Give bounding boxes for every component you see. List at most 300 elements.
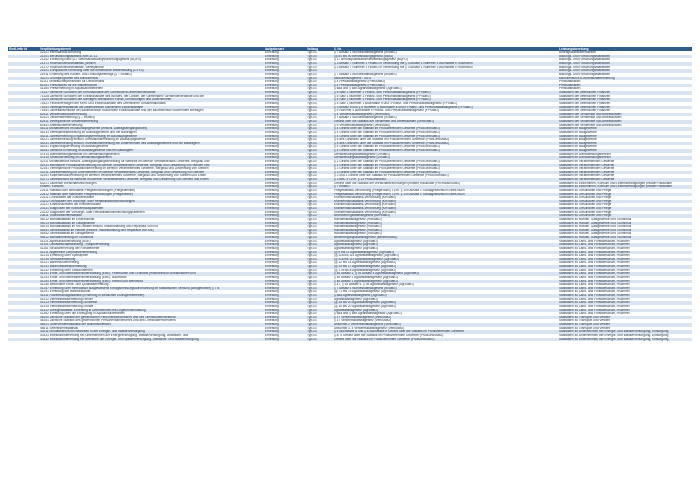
table-cell[interactable]: 45214 Monatsstatistik im Kfz-Handel einschl. Instandhaltung und Reparatur von Kfz — [39, 225, 264, 229]
table-cell[interactable]: Erhebung — [264, 265, 306, 269]
table-cell[interactable]: Gesetz über die Statistik der Wirtschaftsrechnungen privater Haushalte (PrivHaushStatG) — [333, 182, 558, 186]
table-cell[interactable]: Erhebung — [264, 69, 306, 73]
table-cell[interactable]: Typ1/3 — [306, 167, 333, 171]
table-cell[interactable]: Typ1/3 — [306, 301, 333, 305]
table-cell[interactable]: Gesetz über die Statistik der Verdienste und Arbeitskosten (VerdStatG) — [333, 120, 558, 124]
table-cell[interactable]: 43332 Investitionserhebung bei Betrieben der Energie- und Wasserversorgung, Abwasser- und Abfallentsorgung, — [39, 338, 264, 342]
table-cell[interactable]: 42131 Monatliche Produktionserhebung im Bereich Verarbeitendes Gewerbe, Bergbau und Gewinnung von Steinen und — [39, 164, 264, 168]
table-cell[interactable]: 45213 Monatsstatistik im Gastgewerbe — [39, 222, 264, 226]
table-cell[interactable]: Statistiken zu Land- und Forstwirtschaft, Fischerei — [558, 290, 692, 294]
table-cell[interactable]: Erhebung — [264, 189, 306, 193]
table-cell[interactable]: Statistiken zu Land- und Forstwirtschaft, Fischerei — [558, 298, 692, 302]
header-cell[interactable]: Leistungsbereitung — [558, 47, 692, 51]
table-cell[interactable]: Typ1/3 — [306, 138, 333, 142]
table-cell[interactable]: Statistiken im Dienstleistungsbereich — [558, 156, 692, 160]
table-cell[interactable]: Typ1/3 — [306, 164, 333, 168]
table-cell[interactable]: Typ1/3 — [306, 109, 333, 113]
table-cell[interactable]: Typ1/3 — [306, 243, 333, 247]
table-cell[interactable]: 44231 Jahreserhebung einschl. Investitionserhebung bei Unternehmen des Ausbaugewerbes und bei Bauträgern — [39, 142, 264, 146]
table-cell[interactable]: Typ1/3 — [306, 316, 333, 320]
table-cell[interactable]: Typ1/3 — [306, 312, 333, 316]
table-cell[interactable]: Statistiken zu Handel, Gastgewerbe und Tourismus — [558, 232, 692, 236]
table-cell[interactable]: § 3 Absatz 7 Nummer 1 HStatG in Verbindung mit § 3 Absatz 1 Nummer 2 Buchstabe c Hochschul — [333, 62, 558, 66]
table-cell[interactable]: Typ1/3 — [306, 272, 333, 276]
table-cell[interactable]: Erhebung — [264, 243, 306, 247]
table-cell[interactable]: 23112 Grunddaten der Vorsorge- oder Rehabilitationseinrichtungen — [39, 200, 264, 204]
table-cell[interactable]: § 4 Gesetz über die Statistik im Produzierenden Gewerbe (ProdGewStatG) — [333, 149, 558, 153]
table-cell[interactable]: 47414 Dienstleistungsinstitute im Dienstleistungsbereich — [39, 153, 264, 157]
table-cell[interactable]: Erhebung — [264, 218, 306, 222]
table-cell[interactable]: Erhebung — [264, 309, 306, 313]
table-cell[interactable]: Abschnitt 3, 4 Verkehrsstatistikgesetz (VerkStatG) — [333, 327, 558, 331]
table-cell[interactable]: § 4 Gesetz über die Statistik im Produzierenden Gewerbe (ProdGewStatG) — [333, 135, 558, 139]
table-cell[interactable]: 41241 Ernte- und Betriebsberichterstattung (EBE): Feldfrüchte und Grünland (einschließlich Anbauflächen und — [39, 272, 264, 276]
table-cell[interactable]: 41312 Viehbestandserhebung Rinder — [39, 298, 264, 302]
table-cell[interactable]: § 2 Gesetz über die Statistik im Produzierenden Gewerbe (ProdGewStatG) — [333, 167, 558, 171]
table-cell[interactable]: Erhebung — [264, 269, 306, 273]
table-cell[interactable]: Erhebung — [264, 98, 306, 102]
table-cell[interactable]: 44211 Jahreserhebung (Ergänzungserhebung) im Bauhauptgewerbe — [39, 135, 264, 139]
table-cell[interactable]: Erhebung — [264, 91, 306, 95]
table-cell[interactable]: Statistiken zu Land- und Forstwirtschaft, Fischerei — [558, 294, 692, 298]
table-cell[interactable]: Statistiken zu Gesundheit und Pflege — [558, 207, 692, 211]
table-cell[interactable]: Typ1/3 — [306, 251, 333, 255]
table-cell[interactable]: Erhebung — [264, 131, 306, 135]
table-cell[interactable]: Erhebung — [264, 66, 306, 70]
table-cell[interactable]: 42151 Vierteljährliche Produktionserhebung im Bereich Verarbeitendes Gewerbe, Bergbau und Gewinnung von Steinen — [39, 167, 264, 171]
table-cell[interactable]: 47415 Strukturerhebung im Dienstleistungsbereich — [39, 156, 264, 160]
table-cell[interactable]: Agrarstatistikgesetz (AgrStatG) — [333, 298, 558, 302]
table-cell[interactable]: Statistiken zu Handel, Gastgewerbe und Tourismus — [558, 225, 692, 229]
table-cell[interactable]: Typ1/3 — [306, 51, 333, 55]
table-cell[interactable]: Typ1/3 — [306, 309, 333, 313]
table-cell[interactable]: 45412 Monatserhebung im Tourismus — [39, 236, 264, 240]
table-cell[interactable]: Erhebung — [264, 298, 306, 302]
table-cell[interactable]: Typ1/3 — [306, 95, 333, 99]
table-cell[interactable]: Bildungs- und Forschungsstatistiken — [558, 62, 692, 66]
table-cell[interactable]: Typ1/3 — [306, 258, 333, 262]
table-cell[interactable]: Typ1/3 — [306, 276, 333, 280]
table-cell[interactable]: 21372 Hochschulfinanzstatistik, vierteljährlich — [39, 66, 264, 70]
table-cell[interactable]: 42111 Monatsbericht einschl. Auftragseingangserhebung für Betriebe im Bereich Verarbeitendes Gewerbe, Bergbau und — [39, 160, 264, 164]
table-cell[interactable]: § 5 des Gesetzes über die Statistik im Produzierenden Gewerbe (ProdGewStatG) — [333, 142, 558, 146]
table-cell[interactable]: Gesetz über die Statistik im Produzierenden Gewerbe (ProdGewStatG) — [333, 338, 558, 342]
table-cell[interactable]: Erhebung — [264, 211, 306, 215]
table-cell[interactable]: § 7 Absatz 1 Bundesstatistikgesetz (BStatG) — [333, 287, 558, 291]
table-cell[interactable]: Erhebung — [264, 280, 306, 284]
table-cell[interactable]: Statistiken zu Gesundheit und Pflege — [558, 203, 692, 207]
table-cell[interactable]: Erhebung — [264, 84, 306, 88]
table-cell[interactable]: Statistiken zu Gesundheit und Pflege — [558, 189, 692, 193]
table-cell[interactable]: Krankenhausstatistik-Verordnung (KHStatV) — [333, 207, 558, 211]
table-cell[interactable]: Typ1/3 — [306, 171, 333, 175]
table-cell[interactable]: 21202 Erhebung nach §17 Berufsausbildungsförderungsgesetz (BQFG) — [39, 58, 264, 62]
table-cell[interactable]: Erhebung — [264, 229, 306, 233]
table-cell[interactable]: § 5 des Gesetzes über die Statistik im Produzierenden Gewerbe (ProdGewStatG) — [333, 138, 558, 142]
table-cell[interactable]: Erhebung — [264, 319, 306, 323]
table-cell[interactable]: Statistiken zu Unternehmen der Energie- und Wasserversorgung, Entsorgung — [558, 334, 692, 338]
table-cell[interactable]: Erhebung — [264, 135, 306, 139]
table-cell[interactable]: 62311 Verdienststrukturerhebung — [39, 113, 264, 117]
table-cell[interactable]: Erhebung — [264, 109, 306, 113]
table-cell[interactable]: § 17 Berufsqualifikationsfeststellungsgesetz (BQFG) — [333, 58, 558, 62]
table-cell[interactable]: Erhebung — [264, 254, 306, 258]
table-cell[interactable]: 23611 Todesursachenstatistik — [39, 214, 264, 218]
table-cell[interactable]: Typ1/3 — [306, 225, 333, 229]
table-cell[interactable]: Erhebung — [264, 258, 306, 262]
table-cell[interactable]: Statistiken der öffentlichen Finanzen — [558, 106, 692, 110]
table-cell[interactable]: Erhebung — [264, 80, 306, 84]
table-cell[interactable]: 43311 Monatsbericht bei Betrieben in der Energie- und Wasserversorgung — [39, 330, 264, 334]
table-cell[interactable]: Erhebung — [264, 301, 306, 305]
table-cell[interactable]: 46321 Güterverkehrsstatistik der Binnenschifffahrt — [39, 323, 264, 327]
table-cell[interactable]: 21911 Erhebung des Kosten- und Leistungsbeitrags (§ 7 BStatG) — [39, 73, 264, 77]
table-cell[interactable]: Erhebung — [264, 312, 306, 316]
table-cell[interactable]: Typ1/3 — [306, 327, 333, 331]
table-cell[interactable]: Erhebung — [264, 203, 306, 207]
table-cell[interactable]: Erhebung — [264, 294, 306, 298]
table-cell[interactable]: Typ1/3 — [306, 156, 333, 160]
table-cell[interactable]: § 68a und § 68b Agrarstatistikgesetz (AgrStatG) — [333, 87, 558, 91]
table-cell[interactable]: Erhebung — [264, 323, 306, 327]
table-cell[interactable]: Typ1/3 — [306, 185, 333, 189]
table-cell[interactable]: 41362 Erhebung über die Erzeugung in Aquakulturbetrieben — [39, 312, 264, 316]
table-cell[interactable]: Typ1/3 — [306, 236, 333, 240]
table-cell[interactable]: Erhebung — [264, 178, 306, 182]
header-cell[interactable]: Aufgabenart — [264, 47, 306, 51]
table-cell[interactable]: 41232 Erhebung über Strauchbeeren — [39, 269, 264, 273]
table-cell[interactable]: Typ1/3 — [306, 113, 333, 117]
table-cell[interactable]: 41121 Agrarstrukturerhebung (ASE) — [39, 240, 264, 244]
table-cell[interactable]: Typ1/3 — [306, 203, 333, 207]
table-cell[interactable]: Typ1/3 — [306, 80, 333, 84]
table-cell[interactable]: Krankenhausstatistik-Verordnung (KHStatV) — [333, 200, 558, 204]
table-cell[interactable]: 21201 Berufsbildungsstatistik zum 31.12. — [39, 55, 264, 59]
table-cell[interactable]: Agrarstatistikgesetz (AgrStatG) — [333, 309, 558, 313]
table-cell[interactable]: 32301 International Beratung — [39, 51, 264, 55]
table-cell[interactable]: Typ1/3 — [306, 218, 333, 222]
table-cell[interactable]: 71327 Jährliche Schulden der Kernhaushalte der Gemeinden/Gemeindeverbände — [39, 91, 264, 95]
table-cell[interactable]: Erhebung — [264, 334, 306, 338]
table-cell[interactable]: Statistiken im Verarbeitenden Gewerbe — [558, 160, 692, 164]
table-cell[interactable]: Erhebung — [264, 164, 306, 168]
table-cell[interactable]: Statistiken der öffentlichen Finanzen — [558, 109, 692, 113]
table-cell[interactable]: 41360 Preiserhebung in Aquakulturbetrieben — [39, 87, 264, 91]
table-cell[interactable]: Krankenhausstatistik-Verordnung (KHStatV) — [333, 211, 558, 215]
table-cell[interactable]: Erhebung — [264, 55, 306, 59]
table-cell[interactable]: Erhebung — [264, 200, 306, 204]
table-cell[interactable]: Typ1/3 — [306, 77, 333, 81]
table-cell[interactable]: Typ1/3 — [306, 58, 333, 62]
table-cell[interactable]: § 17 Verkehrsstatistikgesetz (VerkStatG) — [333, 319, 558, 323]
table-cell[interactable]: Kosten, Konsum — [39, 185, 264, 189]
table-cell[interactable]: Erhebung — [264, 276, 306, 280]
table-cell[interactable]: Typ1/3 — [306, 290, 333, 294]
table-cell[interactable]: 46411 Seeverkehrsstatistik — [39, 327, 264, 331]
table-cell[interactable]: Handelsstatistikgesetz (HdlStatG) — [333, 222, 558, 226]
table-cell[interactable]: Typ1/3 — [306, 229, 333, 233]
table-cell[interactable]: 44241 Ergänzungserhebung im Ausbaugewerbe — [39, 145, 264, 149]
table-cell[interactable]: 41311 Holzeinschlagsstatistik (Erhebung in forstlichen Erzeugerbetrieben) — [39, 294, 264, 298]
table-cell[interactable]: Agrarstatistikgesetz (AgrStatG) — [333, 243, 558, 247]
table-cell[interactable]: Statistiken zu Gesundheit und Pflege — [558, 196, 692, 200]
table-cell[interactable]: Statistiken im Baugewerbe — [558, 149, 692, 153]
table-cell[interactable]: § 68a und § 68b Agrarstatistikgesetz (AgrStatG) — [333, 312, 558, 316]
table-cell[interactable]: § 17 Verkehrsstatistikgesetz (VerkStatG) — [333, 316, 558, 320]
table-cell[interactable]: Statistiken zu Unternehmen der Energie- und Wasserversorgung, Entsorgung — [558, 330, 692, 334]
table-cell[interactable]: Statistiken zu Einkommen, Konsum und Lebensbedingungen privater Haushalte — [558, 182, 692, 186]
table-cell[interactable]: Erhebung — [264, 120, 306, 124]
table-cell[interactable]: 44111 Monatsbericht im Bauhauptgewerbe (einschl. Auftragseingangsindex) — [39, 127, 264, 131]
table-cell[interactable]: Statistiken im Verarbeitenden Gewerbe — [558, 171, 692, 175]
table-cell[interactable]: 44251 Jährliche Erhebung im Ausbaugewerbe und bei Bauträgern — [39, 149, 264, 153]
table-cell[interactable]: Typ1/3 — [306, 135, 333, 139]
table-cell[interactable]: Statistiken der Verdienste und Arbeitskosten — [558, 113, 692, 117]
table-cell[interactable]: Krankenhausstatistik-Verordnung (KHStatV) — [333, 203, 558, 207]
table-cell[interactable]: Beherbergungsstatistikgesetz (BeherbStatG) — [333, 236, 558, 240]
table-cell[interactable]: Statistiken zu Land- und Forstwirtschaft, Fischerei — [558, 258, 692, 262]
table-cell[interactable]: Pflegestatistik-Verordnung (PflegeStatV) i.V.m. § 109 Absatz 1 Sozialgesetzbuch Elftes Buch — [333, 189, 558, 193]
table-cell[interactable]: Erhebung — [264, 124, 306, 128]
table-cell[interactable]: Erhebung — [264, 73, 306, 77]
table-cell[interactable]: Erhebung — [264, 327, 306, 331]
table-cell[interactable]: Statistiken zu Land- und Forstwirtschaft, Fischerei — [558, 261, 692, 265]
table-cell[interactable]: Erhebung — [264, 182, 306, 186]
table-cell[interactable]: 41244 Ernte- und Betriebsberichterstattung (EBE): Reben und Weinmost — [39, 280, 264, 284]
table-cell[interactable]: § 4 Preisstatistikgesetz (PreisStatG) — [333, 80, 558, 84]
table-cell[interactable]: 41247 Erhebung über methodisch ausgewiesene Ertragsmessungsdurchführung im Statistischen Verbund (landgerichtet) § 7 B — [39, 287, 264, 291]
table-cell[interactable]: 41313 Viehbestandserhebung Schweine — [39, 301, 264, 305]
table-cell[interactable]: Erhebung — [264, 240, 306, 244]
table-cell[interactable]: § 8, 9 Gesetz über die Statistik im Produzierenden Gewerbe (ProdGewStatG) — [333, 334, 558, 338]
table-cell[interactable]: Typ1/3 — [306, 149, 333, 153]
table-cell[interactable]: § 3 Absatz 7 Nummer 1 HStatG in Verbindung mit § 3 Absatz 1 Nummer 2 Buchstabe c Hochschul — [333, 66, 558, 70]
table-cell[interactable]: 41246 Besondere Ernte- und Qualitätsermittlung — [39, 283, 264, 287]
table-cell[interactable]: 21521 Europäische Erhebung über die betriebliche Weiterbildung (CVTS) — [39, 69, 264, 73]
table-cell[interactable]: 41214 Erhebung über Speisepilze — [39, 254, 264, 258]
table-cell[interactable]: Statistiken zu Land- und Forstwirtschaft, Fischerei — [558, 240, 692, 244]
table-cell[interactable]: Erhebung — [264, 214, 306, 218]
table-cell[interactable]: Typ1/3 — [306, 222, 333, 226]
table-cell[interactable]: Typ1/3 — [306, 338, 333, 342]
table-cell[interactable]: Typ1/3 — [306, 200, 333, 204]
table-cell[interactable]: Handelsstatistikgesetz (HdlStatG) — [333, 229, 558, 233]
table-cell[interactable]: §§ 12 bis 14 Agrarstatistikgesetz (AgrStatG) — [333, 261, 558, 265]
table-cell[interactable]: § 46 Absatz 1 Agrarstatistikgesetz (AgrStatG) — [333, 280, 558, 284]
table-cell[interactable]: 71328 Jährliche Schulden der Extrahaushalte des Bundes, der Länder, der Gemeinden/ Gemeindeverbände und der — [39, 95, 264, 99]
table-cell[interactable]: Statistiken zu Transport und Verkehr — [558, 316, 692, 320]
table-cell[interactable]: 62411 Vierteljährliche Verdiensterhebung — [39, 120, 264, 124]
table-cell[interactable]: Statistiken zu Land- und Forstwirtschaft, Fischerei — [558, 309, 692, 313]
table-cell[interactable]: Statistiken der Verdienste und Arbeitskosten — [558, 124, 692, 128]
table-cell[interactable]: Statistiken zu Land- und Forstwirtschaft, Fischerei — [558, 247, 692, 251]
table-cell[interactable]: Typ1/3 — [306, 193, 333, 197]
table-cell[interactable]: Typ1/3 — [306, 261, 333, 265]
table-cell[interactable]: Typ1/3 — [306, 66, 333, 70]
table-cell[interactable]: Statistiken zu Land- und Forstwirtschaft, Fischerei — [558, 269, 692, 273]
table-cell[interactable]: Erhebung — [264, 305, 306, 309]
table-cell[interactable]: Statistiken zu Land- und Forstwirtschaft, Fischerei — [558, 272, 692, 276]
table-cell[interactable]: Erhebung — [264, 261, 306, 265]
table-cell[interactable]: Statistiken zu Land- und Forstwirtschaft, Fischerei — [558, 251, 692, 255]
table-cell[interactable]: § 4 Gesetz über die Statistik im Produzierenden Gewerbe (ProdGewStatG) — [333, 127, 558, 131]
table-cell[interactable]: Typ1/3 — [306, 182, 333, 186]
table-cell[interactable]: § 5 Satz 1 Nummer 1 Finanz- und Personalstatistikgesetz (FPStatG) — [333, 91, 558, 95]
table-cell[interactable]: § 3 Gesetz über die Statistik im Produzierenden Gewerbe (ProdGewStatG) — [333, 171, 558, 175]
header-cell[interactable]: EinfLinNr id — [8, 47, 39, 51]
table-cell[interactable]: 61111 Verbraucherpreisindex für Deutschland — [39, 80, 264, 84]
table-cell[interactable]: Typ1/3 — [306, 84, 333, 88]
table-cell[interactable]: Mikrozensusgesetz - MZG — [333, 77, 558, 81]
table-cell[interactable]: Typ1/3 — [306, 55, 333, 59]
table-cell[interactable]: Erhebung — [264, 77, 306, 81]
table-cell[interactable]: Erhebung — [264, 185, 306, 189]
table-cell[interactable]: 62321 Verdiensterhebung (§ 7 BStatG) — [39, 116, 264, 120]
table-cell[interactable]: Typ1/3 — [306, 102, 333, 106]
table-cell[interactable]: 41141 Landwirtschaftszählung - Hauptzerhebung — [39, 243, 264, 247]
table-cell[interactable]: 45341 Jahresstatistik im Handel (einschl. Instandhaltung und Reparatur von Kfz) — [39, 229, 264, 233]
table-cell[interactable]: 41291 Erhebung der Weinbestände — [39, 290, 264, 294]
table-cell[interactable]: Erhebung — [264, 196, 306, 200]
table-cell[interactable]: Typ1/3 — [306, 98, 333, 102]
table-cell[interactable]: 41215 Gemüseerhebung — [39, 258, 264, 262]
table-cell[interactable]: Typ1/3 — [306, 189, 333, 193]
table-cell[interactable]: Statistiken zu Land- und Forstwirtschaft, Fischerei — [558, 283, 692, 287]
table-cell[interactable]: Erhebung — [264, 193, 306, 197]
table-cell[interactable]: § 7 BStatG — [333, 185, 558, 189]
table-cell[interactable]: § 7 Absatz 1 Bundesstatistikgesetz (BStatG) — [333, 73, 558, 77]
table-cell[interactable]: Statistiken zu Land- und Forstwirtschaft, Fischerei — [558, 280, 692, 284]
table-cell[interactable]: § 3 Abs. 4 i.V.m. § 13 ProdGewStatG — [333, 178, 558, 182]
table-cell[interactable]: Typ1/3 — [306, 232, 333, 236]
table-cell[interactable]: Erhebung — [264, 316, 306, 320]
table-cell[interactable]: Typ1/3 — [306, 254, 333, 258]
table-cell[interactable]: Erhebung — [264, 207, 306, 211]
table-cell[interactable]: 21371 Hochschulfinanzstatistik, jährlich — [39, 62, 264, 66]
table-cell[interactable]: Statistiken zu Transport und Verkehr — [558, 323, 692, 327]
table-cell[interactable]: 44131 Vierteljahreserhebung im Ausbaugewerbe und bei Bauträgern — [39, 131, 264, 135]
table-cell[interactable]: Preisstatistiken — [558, 84, 692, 88]
table-cell[interactable]: Typ1/3 — [306, 283, 333, 287]
table-cell[interactable]: 46100 Jährliche Statistik der gewerblichen Personenfahrverkehrs und des Omnibusfernverkehrs — [39, 316, 264, 320]
table-cell[interactable]: Statistiken im Verarbeitenden Gewerbe — [558, 164, 692, 168]
header-cell[interactable]: Vollzug — [306, 47, 333, 51]
table-cell[interactable]: Statistiken zu Handel, Gastgewerbe und Tourismus — [558, 218, 692, 222]
table-cell[interactable]: 23132 Diagnosen der Vorsorge- oder Rehabilitationseinrichtungspatienten — [39, 211, 264, 215]
table-cell[interactable]: 62441 Arbeitskostenerhebung — [39, 124, 264, 128]
table-cell[interactable]: Typ1/3 — [306, 323, 333, 327]
table-cell[interactable]: 41221 Baumschulerhebung — [39, 261, 264, 265]
table-cell[interactable]: Erhebung — [264, 51, 306, 55]
table-cell[interactable]: Statistiken zu Transport und Verkehr — [558, 327, 692, 331]
table-cell[interactable]: 42271 Jahresbericht für Betriebe im Bereich Verarbeitendes Gewerbe, Bergbau und Gewinnung von Steinen und Erden — [39, 178, 264, 182]
table-cell[interactable]: Typ1/3 — [306, 265, 333, 269]
table-cell[interactable]: Typ1/3 — [306, 287, 333, 291]
table-cell[interactable]: Statistiken der öffentlichen Finanzen — [558, 95, 692, 99]
table-cell[interactable]: 23111 Grunddaten der Krankenhäuser — [39, 196, 264, 200]
table-cell[interactable]: 71631 Vierteljahresstatistik der kaufmännisch buchenden Extrahaushalte — [39, 106, 264, 110]
table-cell[interactable]: § 4 Gesetz über die Statistik im Produzierenden Gewerbe (ProdGewStatG) — [333, 145, 558, 149]
table-cell[interactable]: Statistiken der öffentlichen Finanzen — [558, 98, 692, 102]
table-cell[interactable]: § 5 Nummer 4 Buchstabe c Finanz- und Personalstatistikgesetz (FPStatG) — [333, 109, 558, 113]
table-cell[interactable]: Statistiken zu Unternehmen der Energie- und Wasserversorgung, Entsorgung — [558, 338, 692, 342]
table-cell[interactable]: Erhebung — [264, 153, 306, 157]
table-cell[interactable]: Typ1/3 — [306, 214, 333, 218]
table-cell[interactable]: Bildungs- und Forschungsstatistiken — [558, 66, 692, 70]
table-cell[interactable]: § 5 Verdienststatistikgesetz (VerdStatG) — [333, 124, 558, 128]
table-cell[interactable]: Statistiken im Verarbeitenden Gewerbe — [558, 178, 692, 182]
table-cell[interactable]: Typ1/3 — [306, 69, 333, 73]
table-cell[interactable]: 41161 Strukturerhebung der Forstbetriebe — [39, 247, 264, 251]
table-cell[interactable]: 61261 Preisindizes für die Bauwirtschaft — [39, 84, 264, 88]
table-cell[interactable]: Bildungs- und Forschungsstatistiken — [558, 73, 692, 77]
table-cell[interactable]: Erhebung — [264, 287, 306, 291]
table-cell[interactable]: 32221 Grundprogramm des Mikrozensus — [39, 77, 264, 81]
table-cell[interactable]: § 47, § 93 Absatz 5, § 95 Agrarstatistikgesetz (AgrStatG) — [333, 283, 558, 287]
table-cell[interactable]: §§ 18 bis 20 Agrarstatistikgesetz (AgrStatG) — [333, 301, 558, 305]
table-cell[interactable]: 41322 Geflügelstatistik: Erhebung in Unternehmen mit Legehennenhaltung — [39, 309, 264, 313]
table-cell[interactable]: Erhebung — [264, 236, 306, 240]
table-cell[interactable]: §§ 71 bis 73 Agrarstatistikgesetz (AgrStatG) — [333, 290, 558, 294]
table-cell[interactable]: Typ1/3 — [306, 247, 333, 251]
table-cell[interactable]: Statistiken der öffentlichen Finanzen — [558, 102, 692, 106]
table-cell[interactable]: 44221 Jahreserhebung einschl. Investitionserhebung im Bauhauptgewerbe — [39, 138, 264, 142]
table-cell[interactable]: Erhebung — [264, 113, 306, 117]
table-cell[interactable]: Bildungs- und Forschungsstatistiken — [558, 69, 692, 73]
table-cell[interactable]: Erhebung — [264, 149, 306, 153]
table-cell[interactable]: Typ1/3 — [306, 298, 333, 302]
table-cell[interactable]: Erhebung — [264, 283, 306, 287]
table-cell[interactable]: Handelsstatistikgesetz (HdlStatG) — [333, 225, 558, 229]
table-cell[interactable]: Typ1/3 — [306, 305, 333, 309]
table-cell[interactable]: Erhebung — [264, 290, 306, 294]
table-cell[interactable]: Bildungs- und Forschungsstatistiken — [558, 58, 692, 62]
table-cell[interactable]: Erhebung — [264, 232, 306, 236]
table-cell[interactable]: § 68a Agrarstatistikgesetz (AgrStatG) — [333, 294, 558, 298]
table-cell[interactable]: Erhebung — [264, 116, 306, 120]
table-cell[interactable]: Krankenhausstatistik-Verordnung (KHStatV) — [333, 196, 558, 200]
table-cell[interactable]: 42211 Jahreserhebung für Unternehmen im Bereich Verarbeitendes Gewerbe, Bergbau und Gewinnung von Steinen — [39, 171, 264, 175]
table-cell[interactable]: Statistiken zu Gesundheit und Pflege — [558, 214, 692, 218]
table-cell[interactable]: Typ1/3 — [306, 131, 333, 135]
table-cell[interactable]: Typ1/3 — [306, 62, 333, 66]
table-cell[interactable]: Erhebung — [264, 272, 306, 276]
table-cell[interactable]: Statistiken zu Gesundheit und Pflege — [558, 193, 692, 197]
table-cell[interactable]: Typ1/3 — [306, 73, 333, 77]
table-cell[interactable]: § 3 Absatz 8 und § 5 Nummer 4 Buchstabe a und b Finanz- und Personalstatistikgesetz (FPStatG) — [333, 106, 558, 110]
table-cell[interactable]: Typ1/3 — [306, 294, 333, 298]
table-cell[interactable]: Erhebung — [264, 58, 306, 62]
table-cell[interactable]: Auftragsstatistikenfaktiken — [558, 51, 692, 55]
table-cell[interactable]: Typ1/3 — [306, 269, 333, 273]
table-cell[interactable]: § 4 Gesetz über die Statistik im Produzierenden Gewerbe (ProdGewStatG) — [333, 131, 558, 135]
table-cell[interactable]: Erhebung — [264, 138, 306, 142]
table-cell[interactable]: 71621 Finanzvermögen der Kern- und Extrahaushalte des Öffentlichen Gesamthaushalts — [39, 102, 264, 106]
table-cell[interactable]: Statistiken im Dienstleistungsbereich — [558, 153, 692, 157]
table-cell[interactable]: 71651 Jahresabschlüsse der kaufmännisch buchenden Extrahaushalte und der kaufmännisch buchenden sonstigen — [39, 109, 264, 113]
table-cell[interactable]: Mikrozensus/EU-Arbeitskräfteerhebung — [558, 77, 692, 81]
table-cell[interactable]: Typ1/3 — [306, 120, 333, 124]
table-cell[interactable]: Typ1/3 — [306, 127, 333, 131]
table-cell[interactable]: Preisstatistiken — [558, 87, 692, 91]
table-cell[interactable]: § 46 Absatz 1 Agrarstatistikgesetz (AgrStatG) — [333, 276, 558, 280]
table-cell[interactable]: Erhebung — [264, 127, 306, 131]
table-cell[interactable]: Statistiken im Baugewerbe — [558, 142, 692, 146]
table-cell[interactable]: Typ1/3 — [306, 207, 333, 211]
table-cell[interactable]: Statistiken im Baugewerbe — [558, 131, 692, 135]
table-cell[interactable]: §§ 9 bis 11 Agrarstatistikgesetz (AgrStatG) — [333, 251, 558, 255]
table-cell[interactable]: 45342 Jahresstatistik im Gastgewerbe — [39, 232, 264, 236]
